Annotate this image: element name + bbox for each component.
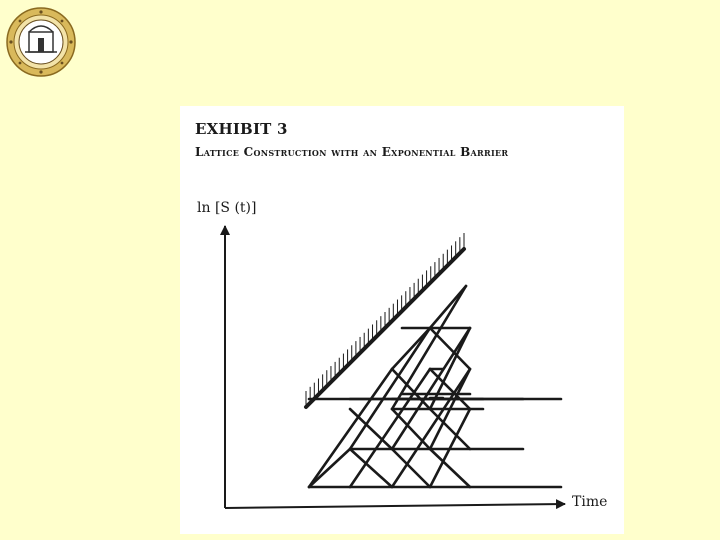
- exhibit-title: EXHIBIT 3: [195, 120, 288, 138]
- lattice-down-branch: [430, 409, 470, 449]
- lattice-down-branch: [309, 449, 350, 487]
- exhibit-figure: [180, 106, 624, 534]
- university-seal-icon: [5, 6, 77, 78]
- lattice-down-branch: [430, 369, 470, 409]
- lattice-down-branch: [392, 449, 430, 487]
- x-axis: [225, 504, 565, 508]
- lattice-up-branch: [392, 328, 430, 369]
- lattice-down-branch: [430, 449, 470, 487]
- lattice-grid: [309, 286, 561, 487]
- exhibit-subtitle: Lattice Construction with an Exponential Barrier: [195, 145, 509, 159]
- y-axis-label: ln [S (t)]: [197, 200, 257, 216]
- lattice-down-branch: [392, 409, 430, 449]
- lattice-up-branch: [430, 286, 466, 328]
- lattice-diagram: [180, 106, 624, 534]
- lattice-up-branch: [309, 369, 392, 487]
- x-axis-label: Time: [572, 494, 608, 510]
- lattice-down-branch: [430, 328, 470, 369]
